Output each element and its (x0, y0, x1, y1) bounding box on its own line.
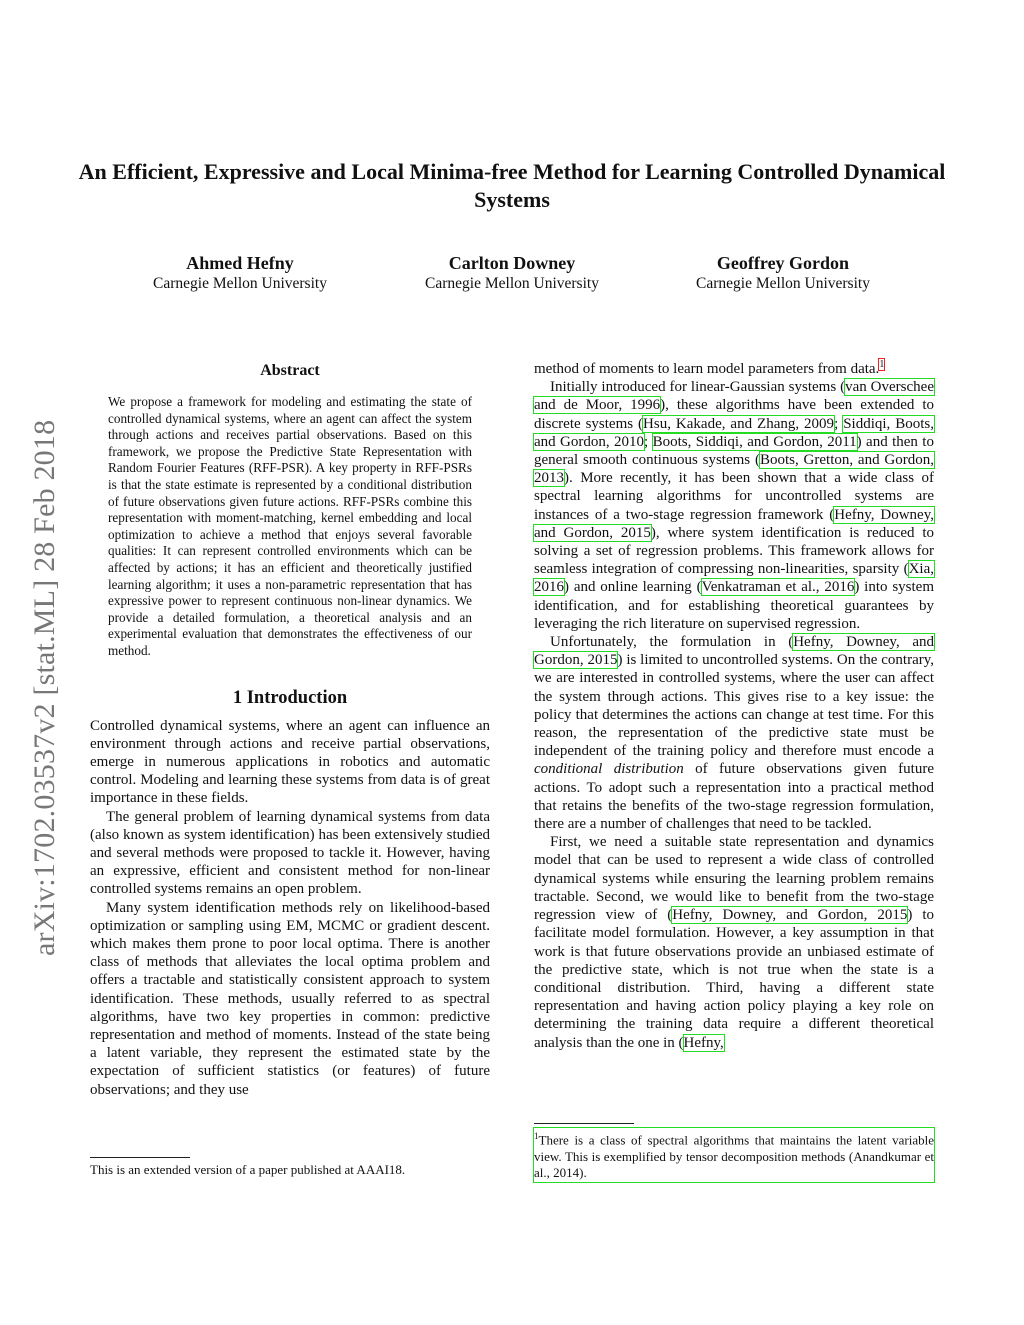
paragraph: Many system identification methods rely on likelihood-based optimization or sampling using EM, MCMC or gradient descent. which makes them prone to poor local optima. There is another class of methods that alleviates the local optima problem and offers a tractable and statistically consistent approach to system identification. These methods, usually referred to as spectral algorithms, have two key properties in common: predictive representation and method of moments. Instead of the state being a latent variable, they represent the estimated state by the expectation of sufficient statistics (or features) of future observations; and they use (90, 899, 490, 1098)
author-name: Carlton Downey (448, 253, 576, 273)
abstract-heading: Abstract (260, 362, 320, 379)
citation-link[interactable]: Boots, Gretton, and Gordon, 2013 (534, 452, 934, 487)
emphasized-text: conditional distribution (534, 761, 684, 778)
paragraph (534, 360, 934, 378)
paragraph-text: method of moments to learn model parameters from data. (534, 361, 880, 377)
footnote-rule (534, 1123, 634, 1124)
footnote-rule (90, 1157, 190, 1158)
citation-link[interactable]: Boots, Siddiqi, and Gordon, 2011 (652, 433, 857, 450)
text-span: ) and then to general smooth continuous systems ( (534, 433, 934, 469)
text-span: Initially introduced for linear-Gaussian systems ( (550, 379, 846, 396)
text-span: ; (644, 433, 653, 450)
paragraph: Controlled dynamical systems, where an agent can influence an environment through actions and receive partial observations, emerge in numerous applications in robotics and automatic control. Modeling and learning these systems from data is of great importance in these fields. (90, 717, 490, 807)
text-span: ; (834, 415, 844, 432)
paragraph: The general problem of learning dynamical systems from data (also known as system identification) has been extensively studied and several methods were proposed to tackle it. However, having an expressive, efficient and consistent method for non-linear controlled systems remains an open problem. (90, 808, 490, 898)
paper-title: An Efficient, Expressive and Local Minima-free Method for Learning Controlled Dynamical Systems (78, 159, 946, 212)
author-block (362, 252, 662, 294)
arxiv-id-text: arXiv:1702.03537v2 [stat.ML] 28 Feb 2018 (28, 419, 61, 956)
text-span: ) into system identification, and for establishing theoretical guarantees by leveraging the rich literature on supervised regression. (534, 579, 935, 632)
author-affiliation: Carnegie Mellon University (696, 275, 870, 292)
text-span: ) is limited to uncontrolled systems. On the contrary, we are interested in controlled systems, where the user can affect the system through actions. This gives rise to a key issue: the policy that determines the actions can change at test time. For this reason, the representation of the predictive state must be independent of the training policy and therefore must encode a (534, 652, 935, 760)
text-span: ) and online learning ( (564, 579, 702, 596)
citation-link[interactable]: Hefny, Downey, and Gordon, 2015 (534, 506, 934, 541)
citation-link[interactable]: Hefny, Downey, and Gordon, 2015 (534, 634, 934, 669)
paragraph (534, 633, 934, 833)
citation-link[interactable]: Hsu, Kakade, and Zhang, 2009 (643, 415, 835, 432)
citation-link[interactable]: Siddiqi, Boots, and Gordon, 2010 (534, 415, 934, 450)
citation-link[interactable]: Venkatraman et al., 2016 (701, 579, 855, 596)
text-span: ), these algorithms have been extended to discrete systems ( (534, 397, 934, 432)
author-affiliation: Carnegie Mellon University (425, 275, 599, 292)
citation-link[interactable]: Hefny, Downey, and Gordon, 2015 (672, 907, 908, 924)
paragraph (534, 833, 934, 1051)
author-block (633, 252, 933, 294)
arxiv-side-label (22, 350, 62, 960)
footnote-mark: 1 (534, 1131, 539, 1141)
footnote-text: There is a class of spectral algorithms that maintains the latent variable view. This is exemplified by tensor decomposition methods (Anandkumar et al., 2014). (534, 1132, 934, 1181)
abstract-body: We propose a framework for modeling and estimating the state of controlled dynamical systems, where an agent can affect the system through actions and receives partial observations. Based on this framework, we propose the Predictive State Representation with Random Fourier Features (RFF-PSR). A key property in RFF-PSRs is that the state estimate is represented by a conditional distribution of future observations given future actions. RFF-PSRs combine this representation with moment-matching, kernel embedding and local optimization to achieve a method that enjoys several favorable qualities: It can represent controlled environments which can be affected by actions; it has an efficient and theoretically justified learning algorithm; it uses a non-parametric representation that has expressive power to represent continuous non-linear dynamics. We provide a detailed formulation, a theoretical analysis and an experimental evaluation that demonstrates the effectiveness of our method. (108, 394, 472, 658)
citation-link[interactable]: van Overschee and de Moor, 1996 (534, 379, 934, 414)
footnote[interactable] (534, 1128, 934, 1182)
text-span: Unfortunately, the formulation in ( (550, 634, 794, 651)
text-span: ). More recently, it has been shown that a wide class of spectral learning algorithms for uncontrolled systems are instances of a two-stage regression framework ( (534, 470, 934, 523)
footnote-reference-link[interactable]: 1 (879, 359, 885, 370)
section-heading-introduction: 1 Introduction (232, 687, 348, 708)
paragraph (534, 378, 934, 633)
left-column (90, 360, 490, 1099)
author-name: Geoffrey Gordon (716, 253, 850, 273)
footnote: This is an extended version of a paper published at AAAI18. (90, 1162, 406, 1177)
author-name: Ahmed Hefny (186, 253, 294, 273)
right-column (534, 360, 934, 1052)
citation-link[interactable]: Xia, 2016 (534, 561, 934, 596)
citation-link[interactable]: Hefny, (683, 1034, 724, 1051)
text-span: First, we need a suitable state representation and dynamics model that can be used to represent a wide class of controlled dynamical systems while ensuring the learning problem remains tractable. Second, we would like to benefit from the two-stage regression view of ( (534, 834, 934, 924)
text-span: of future observations given future actions. To adopt such a representation into a practical method that retains the benefits of the two-stage regression formulation, there are a number of challenges that need to be tackled. (534, 761, 935, 833)
author-block (90, 252, 390, 294)
author-affiliation: Carnegie Mellon University (153, 275, 327, 292)
text-span: ) to facilitate model formulation. However, a key assumption in that work is that future observations provide an unbiased estimate of the predictive state, which is not true when the state is a conditional distribution. Third, having a different state representation and having action policy playing a key role on determining the training data require a different theoretical analysis than the one in ( (534, 907, 934, 1051)
text-span: ), where system identification is reduced to solving a set of regression problems. This framework allows for seamless integration of compressing non-linearities, sparsity ( (534, 524, 934, 578)
